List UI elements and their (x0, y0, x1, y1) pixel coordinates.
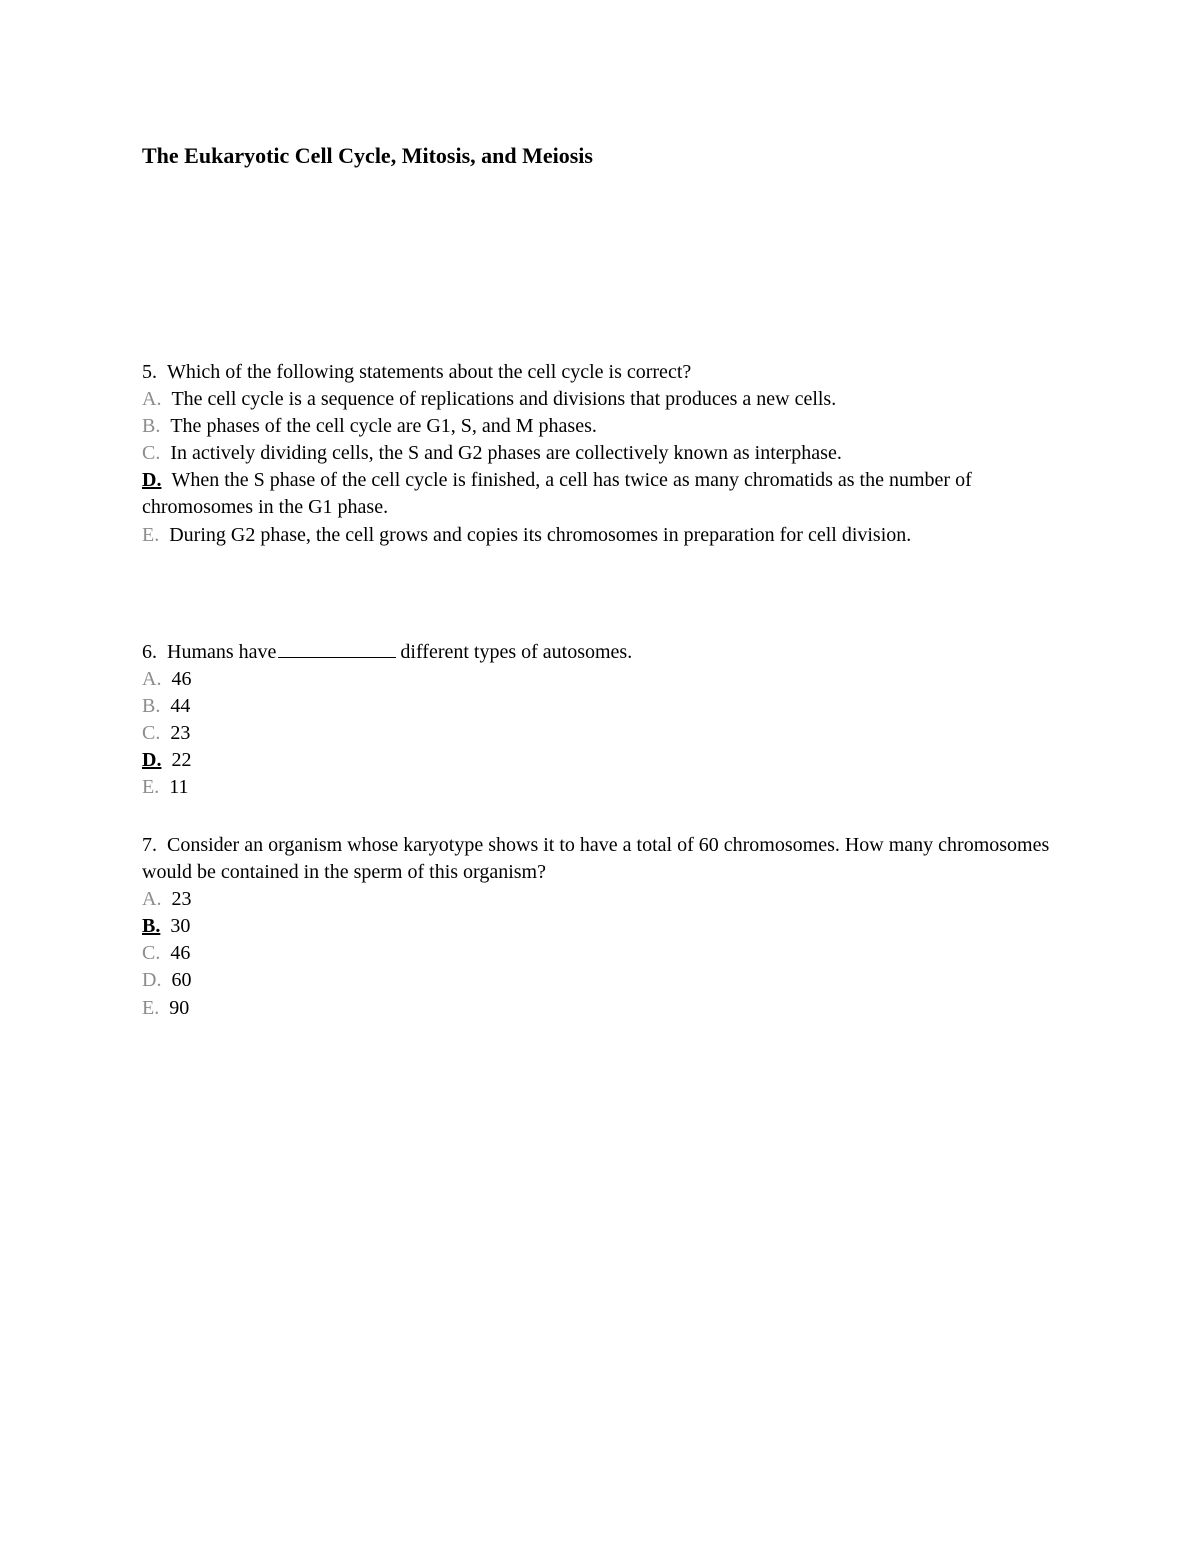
fill-in-blank (278, 639, 396, 658)
option-letter: D. (142, 969, 162, 992)
option-e (142, 995, 1062, 1022)
option-text: 44 (170, 695, 191, 718)
question-stem (142, 359, 1062, 386)
option-letter: A. (142, 668, 162, 691)
correct-option-letter: D. (142, 469, 162, 492)
option-letter: E. (142, 996, 160, 1019)
option-letter: A. (142, 888, 162, 911)
option-letter: E. (142, 776, 160, 799)
option-text: In actively dividing cells, the S and G2 phases are collectively known as interphase. (170, 442, 842, 465)
question-number: 7. (142, 834, 157, 856)
question-stem (142, 639, 1062, 666)
option-a (142, 386, 1062, 413)
correct-option-letter: B. (142, 915, 161, 938)
option-text: 23 (171, 888, 192, 911)
option-b (142, 413, 1062, 440)
document-title: The Eukaryotic Cell Cycle, Mitosis, and Meiosis (142, 143, 593, 168)
option-letter: C. (142, 942, 161, 965)
option-text: 22 (171, 749, 192, 772)
question-7 (142, 832, 1062, 1022)
option-text: The phases of the cell cycle are G1, S, and M phases. (170, 415, 597, 438)
question-text-before-blank: Humans have (167, 641, 277, 663)
question-text: Which of the following statements about the cell cycle is correct? (167, 361, 692, 383)
option-c (142, 720, 1062, 747)
option-c (142, 940, 1062, 967)
option-letter: C. (142, 442, 161, 465)
option-letter: B. (142, 695, 161, 718)
question-number: 6. (142, 641, 157, 663)
question-stem (142, 832, 1062, 886)
question-5 (142, 359, 1062, 549)
option-b (142, 913, 1062, 940)
option-letter: C. (142, 722, 161, 745)
option-e (142, 522, 1062, 549)
option-a (142, 666, 1062, 693)
option-text: When the S phase of the cell cycle is finished, a cell has twice as many chromatids as the number of chromosomes in the G1 phase. (142, 469, 972, 519)
option-text: During G2 phase, the cell grows and copies its chromosomes in preparation for cell division. (169, 523, 912, 546)
option-d (142, 747, 1062, 774)
option-text: 46 (170, 942, 191, 965)
option-text: 11 (169, 776, 189, 799)
option-text: 30 (170, 915, 191, 938)
question-text-after-blank: different types of autosomes. (400, 641, 633, 663)
question-6 (142, 639, 1062, 802)
question-text: Consider an organism whose karyotype shows it to have a total of 60 chromosomes. How many chromosomes would be contained in the sperm of this organism? (142, 834, 1050, 884)
option-letter: A. (142, 388, 162, 411)
option-d (142, 467, 1062, 521)
option-b (142, 693, 1062, 720)
option-c (142, 440, 1062, 467)
option-text: 46 (171, 668, 192, 691)
option-e (142, 774, 1062, 801)
option-text: 23 (170, 722, 191, 745)
option-text: The cell cycle is a sequence of replications and divisions that produces a new cells. (171, 388, 837, 411)
option-a (142, 886, 1062, 913)
option-text: 60 (171, 969, 192, 992)
option-letter: E. (142, 523, 160, 546)
question-number: 5. (142, 361, 157, 383)
option-text: 90 (169, 996, 190, 1019)
correct-option-letter: D. (142, 749, 162, 772)
option-letter: B. (142, 415, 161, 438)
option-d (142, 967, 1062, 994)
